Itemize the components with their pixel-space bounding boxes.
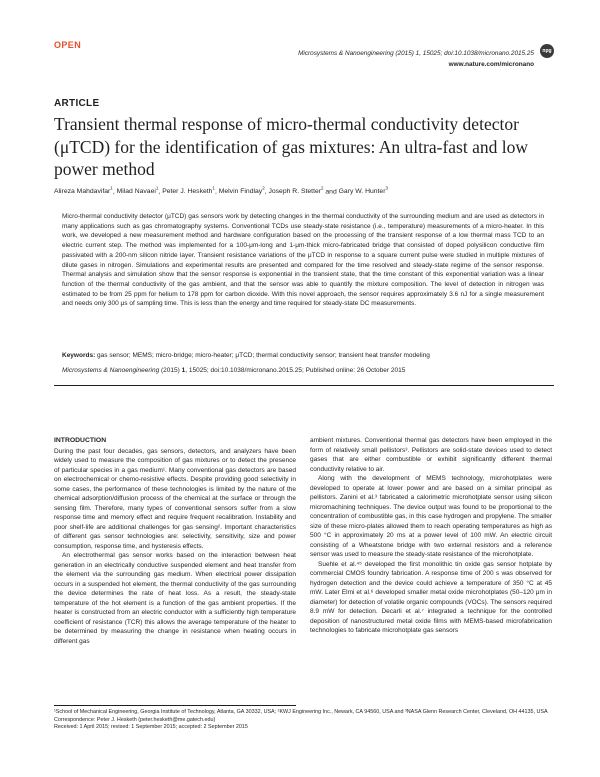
author: Peter J. Hesketh$^1$ bbox=[162, 186, 215, 196]
npg-logo-icon: npg bbox=[540, 44, 554, 58]
article-type-label: ARTICLE bbox=[54, 98, 100, 109]
body-column-left bbox=[54, 436, 296, 646]
citation-details: , 15025; doi:10.1038/micronano.2015.25; Published online: 26 October 2015 bbox=[185, 367, 406, 374]
keywords-text: gas sensor; MEMS; micro-bridge; micro-heater; μTCD; thermal conductivity sensor; transient heat transfer modeling bbox=[97, 352, 430, 359]
article-title: Transient thermal response of micro-thermal conductivity detector (μTCD) for the identification of gas mixtures: An ultra-fast and low power method bbox=[54, 114, 528, 179]
correspondence: Correspondence: Peter J. Hesketh (peter.hesketh@me.gatech.edu) bbox=[54, 716, 216, 723]
abstract: Micro-thermal conductivity detector (μTCD) gas sensors work by detecting changes in the thermal conductivity of the surrounding medium and are used as detectors in many applications such as gas chromatography systems. Conventional TCDs use steady-state resistance (i.e., temperature) measurements of a micro-heater. In this work, we developed a new measurement method and hardware configuration based on the processing of the transient response of a low thermal mass TCD to an electric current step. The method was implemented for a 100-μm-long and 1-μm-thick micro-fabricated bridge that consisted of doped polysilicon conductive film passivated with a 200-nm silicon nitride layer. Transient resistance variations of the μTCD in response to a square current pulse were studied in multiple mixtures of dilute gases in nitrogen. Simulations and experimental results are presented and compared for the time resolved and steady-state regime of the sensor response. Thermal analysis and simulation show that the sensor response is exponential in the transient state, that the time constant of this exponential variation was a linear function of the thermal conductivity of the gas ambient, and that the sensor was able to quantify the mixture composition. The level of detection in nitrogen was estimated to be from 25 ppm for helium to 178 ppm for carbon dioxide. With this novel approach, the sensor requires approximately 3.6 nJ for a single measurement and needs only 300 μs of sampling time. This is less than the energy and time required for steady-state DC measurements. bbox=[62, 213, 544, 308]
author: Joseph R. Stetter$^2$ bbox=[268, 186, 324, 196]
author: Alireza Mahdavifar$^1$ bbox=[54, 186, 113, 196]
paragraph: Suehle et al.⁴⁵ developed the first monolithic tin oxide gas sensor hotplate by commercial CMOS foundry fabrication. A response time of 200 s was observed for hydrogen detection and the device could achieve a temperature of 350 °C at 45 mW. Later Elmi et al.⁶ developed smaller metal oxide microhotplates (50–120 μm in diameter) for detection of volatile organic compounds (VOCs). The sensors required 8.9 mW for detection. Decarli et al.⁷ integrated a technique for the controlled deposition of nanostructured metal oxide films with MEMS-based microfabrication technologies to fabricate microhotplate gas sensors bbox=[310, 560, 552, 634]
paragraph: An electrothermal gas sensor works based on the interaction between heat generation in an electrically conductive suspended element and heat transfer from the element via the surrounding gas medium. When electrical power dissipation occurs in a suspended hot element, the thermal conductivity of the gas surrounding the device determines the rate of heat loss. As a result, the steady-state temperature of the hot element is a function of the gas ambient properties. If the heater is constructed from an electric conductor with a sufficiently high temperature coefficient of resistance (TCR) this allows the average temperature of the heater to be determined by measuring the change in resistance when heating occurs in different gas bbox=[54, 552, 296, 645]
paragraph: ambient mixtures. Conventional thermal gas detectors have been employed in the form of relatively small pellistors³. Pellistors are solid-state devices used to detect gases that are either combustible or exhibit significantly different thermal conductivity relative to air. bbox=[310, 437, 552, 473]
citation-year: (2015) bbox=[161, 367, 180, 374]
body-column-right bbox=[310, 436, 552, 636]
journal-url[interactable]: www.nature.com/micronano bbox=[448, 61, 534, 68]
received-dates: Received: 1 April 2015; revised: 1 September 2015; accepted: 2 September 2015 bbox=[54, 724, 248, 731]
author: Milad Navaei$^1$ bbox=[116, 186, 159, 196]
footnote-divider bbox=[54, 705, 296, 706]
journal-citation-header: Microsystems & Nanoengineering (2015) 1, 15025; doi:10.1038/micronano.2015.25 bbox=[298, 50, 534, 57]
citation-volume: 1 bbox=[181, 367, 186, 374]
author-list: Alireza Mahdavifar$^1$, Milad Navaei$^1$, Peter J. Hesketh$^1$, Melvin Findlay$^2$, Joseph R. Stetter$^2$ and Gary W. Hunter$^3$ bbox=[54, 186, 388, 196]
paragraph: Along with the development of MEMS technology, microhotplates were developed to operate at lower power and are based on a similar principal as pellistors. Zanini et al.³ fabricated a calorimetric microhotplate sensor using silicon micromachining techniques. The device output was found to be proportional to the concentration of combustible gas, in this case hydrogen and propylene. The smaller size of these micro-plates allowed them to reach operating temperatures as high as 500 °C in approximately 20 ms at a power level of 100 mW. An electric circuit consisting of a Wheatstone bridge with two external resistors and a reference sensor was used to measure the steady-state resistance of the microhotplate. bbox=[310, 475, 552, 558]
section-heading-introduction: INTRODUCTION bbox=[54, 437, 107, 444]
author: Gary W. Hunter$^3$ bbox=[338, 186, 388, 196]
footnotes bbox=[54, 709, 554, 732]
keywords bbox=[62, 351, 544, 360]
citation-journal: Microsystems & Nanoengineering bbox=[62, 367, 160, 374]
section-divider bbox=[54, 385, 554, 386]
keywords-label: Keywords: bbox=[62, 352, 96, 359]
open-access-badge: OPEN bbox=[54, 40, 82, 50]
author: Melvin Findlay$^2$ bbox=[218, 186, 265, 196]
affiliations: ¹School of Mechanical Engineering, Georgia Institute of Technology, Atlanta, GA 30332, USA; ²KWJ Engineering Inc., Newark, CA 94560, USA and ³NASA Glenn Research Center, Cleveland, OH 44135, USA bbox=[54, 709, 548, 715]
paragraph: During the past four decades, gas sensors, detectors, and analyzers have been widely used to measure the composition of gas mixtures or to detect the presence of particular species in a gas medium¹. Many conventional gas detectors are based on electrochemical or chemo-resistive effects. Despite providing good selectivity in some cases, the performance of these technologies is limited by the nature of the chemical adsorption/diffusion process of the chemical at the surface or through the sensing film. Therefore, many types of conventional sensors suffer from a slow response time and memory effect and require frequent recalibration. Instability and poor shelf-life are additional challenges for gas sensing². Important characteristics of different gas sensor technologies are: selectivity, sensitivity, size and power consumption, response time, and hysteresis effects. bbox=[54, 447, 296, 550]
citation-line bbox=[62, 366, 544, 375]
